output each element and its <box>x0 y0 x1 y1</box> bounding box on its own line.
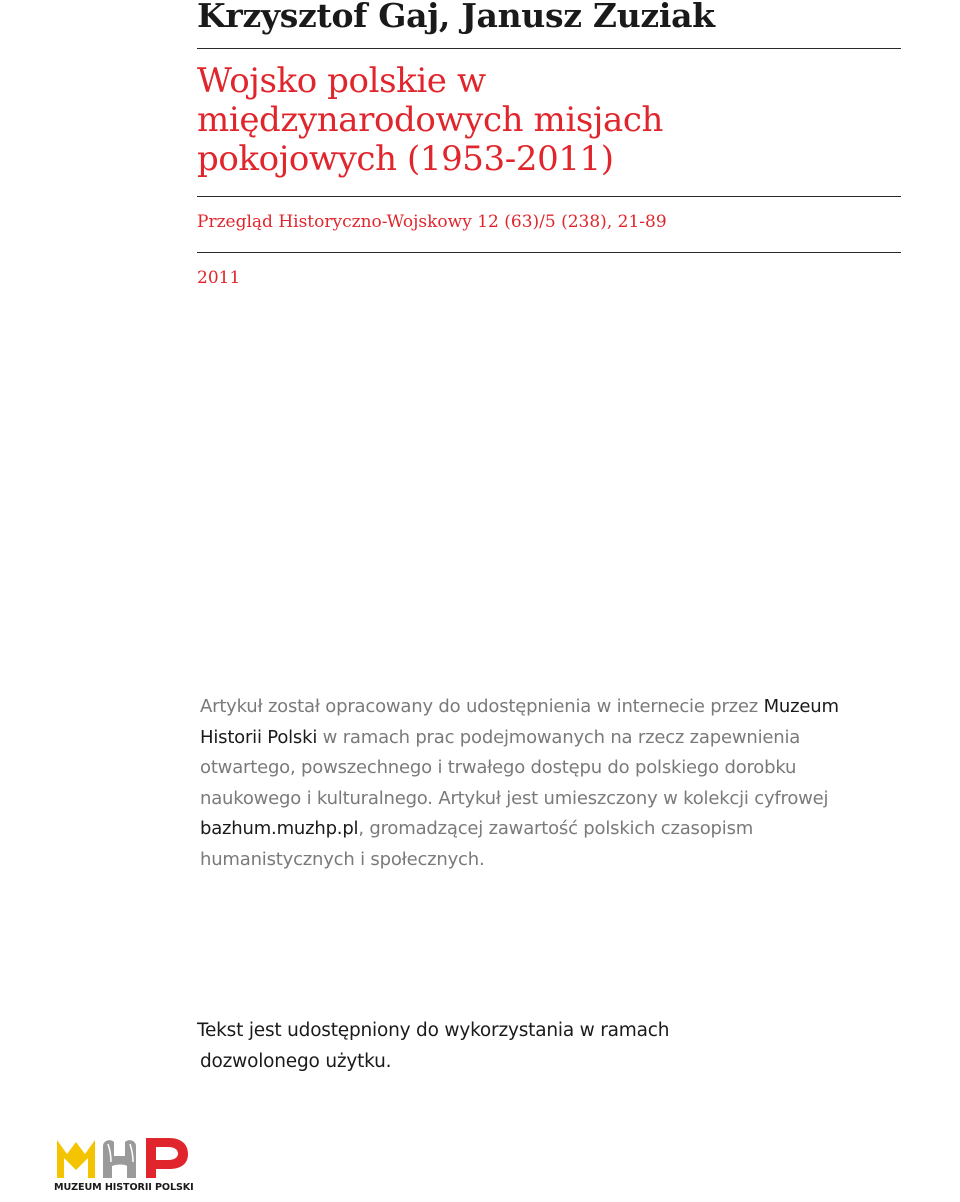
divider-bottom <box>197 252 901 253</box>
logo-letter-p <box>146 1138 188 1178</box>
site-link[interactable]: bazhum.muzhp.pl <box>200 818 359 839</box>
notice-text-2: w ramach prac podejmowanych na rzecz zapewnienia otwartego, powszechnego i trwałego dostępu do polskiego dorobku naukowego i kulturalnego. Artykuł jest umieszczony w kolekcji cyfrowej <box>200 726 829 809</box>
divider-middle <box>197 196 901 197</box>
usage-line-2: dozwolonego użytku. <box>200 1051 392 1072</box>
divider-top <box>197 48 901 49</box>
publication-year: 2011 <box>197 268 241 288</box>
logo-text: MUZEUM HISTORII POLSKI <box>54 1182 194 1193</box>
museum-logo-mark <box>54 1134 204 1182</box>
usage-notice <box>197 1015 757 1077</box>
notice-text-3: , gromadzącej zawartość polskich czasopism humanistycznych i społecznych. <box>200 818 754 870</box>
notice-text-1: Artykuł został opracowany do udostępnienia w internecie przez <box>200 696 764 717</box>
access-notice <box>200 692 890 875</box>
authors: Krzysztof Gaj, Janusz Zuziak <box>197 0 715 35</box>
museum-name: Muzeum Historii Polski <box>200 696 839 748</box>
article-title: Wojsko polskie w międzynarodowych misjach pokojowych (1953-2011) <box>197 61 664 179</box>
journal-source: Przegląd Historyczno-Wojskowy 12 (63)/5 (238), 21-89 <box>197 212 667 232</box>
logo-letter-m <box>57 1140 95 1178</box>
usage-line-1: Tekst jest udostępniony do wykorzystania w ramach <box>197 1020 670 1041</box>
museum-logo <box>54 1134 204 1196</box>
